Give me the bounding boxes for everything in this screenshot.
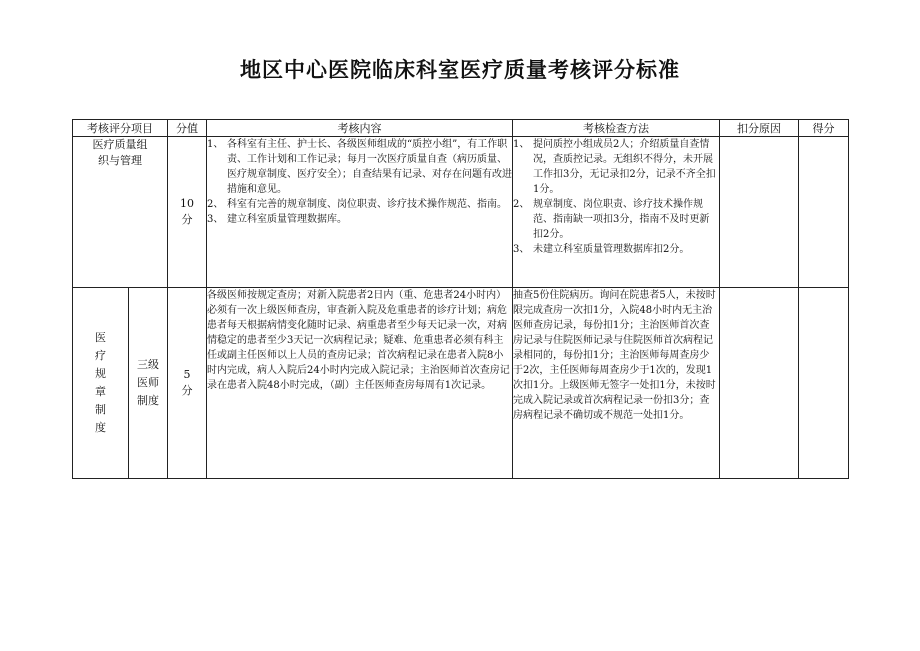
deduct-reason-cell bbox=[720, 137, 799, 288]
item-number: 1、 bbox=[207, 139, 224, 150]
content-text: 各级医师按规定查房；对新入院患者2日内（重、危患者24小时内）必须有一次上级医师查房，审查新入院及危重患者的诊疗计划；病危患者每天根据病情变化随时记录、病重患者至少每天记录一次，对病情稳定的患者至少3天记一次病程记录；疑难、危重患者必须有科主任或副主任医师以上人员的查房记录；首次病程记录在患者入院8小时内完成，病人入院后24小时内完成入院记录；主治医师首次查房记录在患者入院48小时完成，（副）主任医师查房每周有1次记录。 bbox=[207, 290, 510, 391]
header-points: 得分 bbox=[799, 120, 849, 137]
list-item bbox=[513, 137, 719, 197]
item-text: 建立科室质量管理数据库。 bbox=[227, 214, 347, 225]
header-method: 考核检查方法 bbox=[513, 120, 720, 137]
header-content: 考核内容 bbox=[207, 120, 513, 137]
table-row bbox=[73, 288, 849, 479]
item-number: 1、 bbox=[513, 139, 530, 150]
list-item bbox=[513, 242, 719, 257]
method-text: 抽查5份住院病历。询问在院患者5人，未按时限完成查房一次扣1分，入院48小时内无主治医师查房记录，每份扣1分；主治医师首次查房记录与住院医师记录与住院医师首次病程记录相同的，每份扣1分；主治医师每周查房少于2次，主任医师每周查房少于1次的，发现1次扣1分。上级医师无签字一处扣1分，未按时完成入院记录或首次病程记录一份扣3分；查房病程记录不确切或不规范一处扣1分。 bbox=[513, 290, 716, 421]
score-value: 5分 bbox=[181, 368, 193, 397]
points-cell bbox=[799, 137, 849, 288]
item-text: 提问质控小组成员2人；介绍质量自查情况，查质控记录。无组织不得分，未开展工作扣3分，无记录扣2分，记录不齐全扣1分。 bbox=[533, 139, 716, 195]
content-cell bbox=[207, 137, 513, 288]
method-list bbox=[513, 137, 719, 257]
list-item bbox=[513, 197, 719, 242]
method-cell bbox=[513, 288, 720, 479]
score-value: 10分 bbox=[180, 197, 194, 226]
item-cell bbox=[73, 137, 168, 288]
list-item bbox=[207, 212, 512, 227]
item-text: 未建立科室质量管理数据库扣2分。 bbox=[533, 244, 690, 255]
scoring-table bbox=[72, 119, 849, 479]
header-score: 分值 bbox=[168, 120, 207, 137]
list-item bbox=[207, 197, 512, 212]
table-row bbox=[73, 137, 849, 288]
subitem-cell bbox=[129, 288, 168, 479]
item-text: 规章制度、岗位职责、诊疗技术操作规范、指南缺一项扣3分，指南不及时更新扣2分。 bbox=[533, 199, 710, 240]
item-number: 3、 bbox=[513, 244, 530, 255]
points-cell bbox=[799, 288, 849, 479]
subitem-label: 三级医师制度 bbox=[137, 358, 159, 407]
header-row bbox=[73, 120, 849, 137]
item-text: 各科室有主任、护士长、各级医师组成的“质控小组”，有工作职责、工作计划和工作记录；每月一次医疗质量自查（病历质量、医疗规章制度、医疗安全）；自查结果有记录、对存在问题有改进措施和意见。 bbox=[227, 139, 512, 195]
page-title: 地区中心医院临床科室医疗质量考核评分标准 bbox=[240, 58, 680, 82]
item-text: 科室有完善的规章制度、岗位职责、诊疗技术操作规范、指南。 bbox=[227, 199, 507, 210]
score-cell bbox=[168, 137, 207, 288]
score-cell bbox=[168, 288, 207, 479]
content-list bbox=[207, 137, 512, 227]
deduct-reason-cell bbox=[720, 288, 799, 479]
header-item: 考核评分项目 bbox=[73, 120, 168, 137]
header-deduct-reason: 扣分原因 bbox=[720, 120, 799, 137]
content-cell bbox=[207, 288, 513, 479]
category-label: 医疗规章制度 bbox=[95, 331, 106, 434]
item-number: 3、 bbox=[207, 214, 224, 225]
item-number: 2、 bbox=[513, 199, 530, 210]
method-cell bbox=[513, 137, 720, 288]
category-cell bbox=[73, 288, 129, 479]
item-label: 医疗质量组织与管理 bbox=[92, 138, 148, 167]
item-number: 2、 bbox=[207, 199, 224, 210]
list-item bbox=[207, 137, 512, 197]
